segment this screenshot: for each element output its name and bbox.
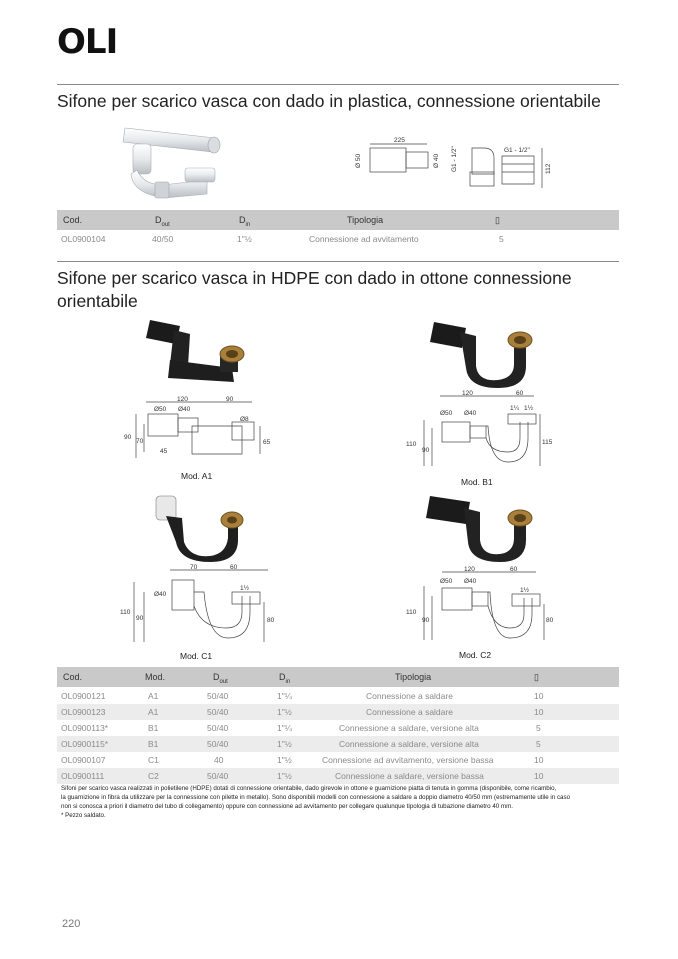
svg-text:110: 110	[120, 609, 131, 616]
svg-text:90: 90	[226, 396, 234, 403]
svg-text:Ø40: Ø40	[178, 406, 191, 413]
caption-model-a1: Mod. A1	[181, 471, 213, 481]
table2-header	[57, 667, 619, 687]
svg-text:80: 80	[267, 617, 275, 624]
svg-text:110: 110	[406, 609, 417, 616]
svg-text:80: 80	[546, 617, 554, 624]
svg-text:60: 60	[516, 390, 524, 397]
col-cod: Cod.	[63, 672, 83, 682]
dim-d50: Ø 50	[355, 153, 362, 168]
product-photo-plastic-siphon	[115, 122, 235, 202]
svg-text:90: 90	[136, 615, 144, 622]
table-row: OL0900104 40/50 1"½ Connessione ad avvitamento 5	[61, 234, 504, 244]
col-tipologia: Tipologia	[395, 672, 432, 682]
svg-text:Ø40: Ø40	[464, 410, 477, 417]
product-photo-model-c2	[424, 490, 539, 562]
col-cod: Cod.	[63, 215, 83, 225]
svg-text:1¼: 1¼	[510, 405, 520, 412]
svg-text:120: 120	[177, 396, 188, 403]
product-photo-model-b1	[426, 316, 541, 388]
box-icon: ▯	[495, 215, 500, 225]
box-icon: ▯	[534, 672, 539, 682]
svg-text:Ø40: Ø40	[464, 578, 477, 585]
section2-title-line1: Sifone per scarico vasca in HDPE con dado in ottone connessione	[57, 268, 572, 288]
caption-model-c1: Mod. C1	[180, 651, 213, 661]
svg-text:Ø50: Ø50	[440, 578, 453, 585]
svg-text:90: 90	[422, 447, 430, 454]
note-line-1: Sifoni per scarico vasca realizzati in polietilene (HDPE) dotati di connessione orientabile, dado girevole in ottone e guarnizione piatta di tenuta in gomma (disponibile, come ricambio,	[61, 785, 557, 792]
dim-d40: Ø 40	[433, 153, 440, 168]
page-number: 220	[62, 918, 81, 930]
svg-text:Ø50: Ø50	[440, 410, 453, 417]
col-din: $D_{in}$	[279, 672, 291, 685]
svg-text:90: 90	[124, 434, 132, 441]
technical-drawing-model-a1	[122, 396, 272, 464]
svg-text:45: 45	[160, 448, 168, 455]
col-mod: Mod.	[145, 672, 166, 682]
table-row: OL0900111 C2 50/40 1"½ Connessione a saldare, versione bassa 10	[57, 768, 619, 784]
technical-drawing-model-c2	[404, 564, 554, 644]
section1-title: Sifone per scarico vasca con dado in plastica, connessione orientabile	[57, 91, 601, 111]
svg-text:70: 70	[136, 438, 144, 445]
technical-drawing-model-b1	[404, 388, 554, 472]
section-divider	[57, 84, 619, 85]
dim-height: 112	[545, 163, 552, 174]
svg-text:90: 90	[422, 617, 430, 624]
svg-text:1½: 1½	[524, 405, 534, 412]
svg-text:Ø8: Ø8	[240, 416, 249, 423]
col-din: $D_{in}$	[239, 215, 251, 228]
footnote: * Pezzo saldato.	[61, 812, 106, 819]
note-line-2: la guarnizione in fibra da utilizzare per la connessione con pilette in metallo). Sono disponibili modelli con connessione a saldare a doppio diametro 40/50 mm (estremamente utile in caso	[61, 794, 571, 801]
table-row: OL0900113* B1 50/40 1"¼ Connessione a saldare, versione alta 5	[61, 723, 541, 733]
svg-text:70: 70	[190, 564, 198, 571]
table-row: OL0900107 C1 40 1"½ Connessione ad avvitamento, versione bassa 10	[61, 755, 544, 765]
product-photo-model-a1	[140, 316, 255, 388]
dim-thread1: G1 - 1/2"	[451, 146, 458, 172]
svg-text:65: 65	[263, 439, 271, 446]
caption-model-b1: Mod. B1	[461, 477, 493, 487]
svg-text:110: 110	[406, 441, 417, 448]
svg-text:1½: 1½	[520, 587, 530, 594]
col-dout: $D_{out}$	[155, 215, 170, 228]
note-line-3: non si conosca a priori il diametro del tubo di collegamento) oppure con connessione ad avvitamento per collegare qualunque tipologia di tubazione diametro 40 mm.	[61, 803, 513, 810]
svg-text:120: 120	[462, 390, 473, 397]
svg-text:1½: 1½	[240, 585, 250, 592]
svg-text:120: 120	[464, 566, 475, 573]
col-tipologia: Tipologia	[347, 215, 384, 225]
svg-text:60: 60	[510, 566, 518, 573]
technical-drawing-model-c1	[118, 562, 288, 646]
table1-header	[57, 210, 619, 230]
svg-text:Ø40: Ø40	[154, 591, 167, 598]
svg-text:115: 115	[542, 439, 553, 446]
brand-logo: OLI	[57, 22, 118, 62]
dim-length: 225	[394, 137, 405, 144]
table-row: OL0900123 A1 50/40 1"½ Connessione a saldare 10	[57, 704, 619, 720]
svg-text:60: 60	[230, 564, 238, 571]
dim-thread2: G1 - 1/2"	[504, 147, 530, 154]
product-photo-model-c1	[150, 492, 250, 562]
table-row: OL0900115* B1 50/40 1"½ Connessione a saldare, versione alta 5	[57, 736, 619, 752]
svg-text:Ø50: Ø50	[154, 406, 167, 413]
col-dout: $D_{out}$	[213, 672, 228, 685]
caption-model-c2: Mod. C2	[459, 650, 492, 660]
section-divider	[57, 261, 619, 262]
technical-drawing-plastic-siphon	[352, 134, 552, 198]
table-row: OL0900121 A1 50/40 1"¼ Connessione a saldare 10	[61, 691, 544, 701]
section2-title-line2: orientabile	[57, 291, 138, 311]
